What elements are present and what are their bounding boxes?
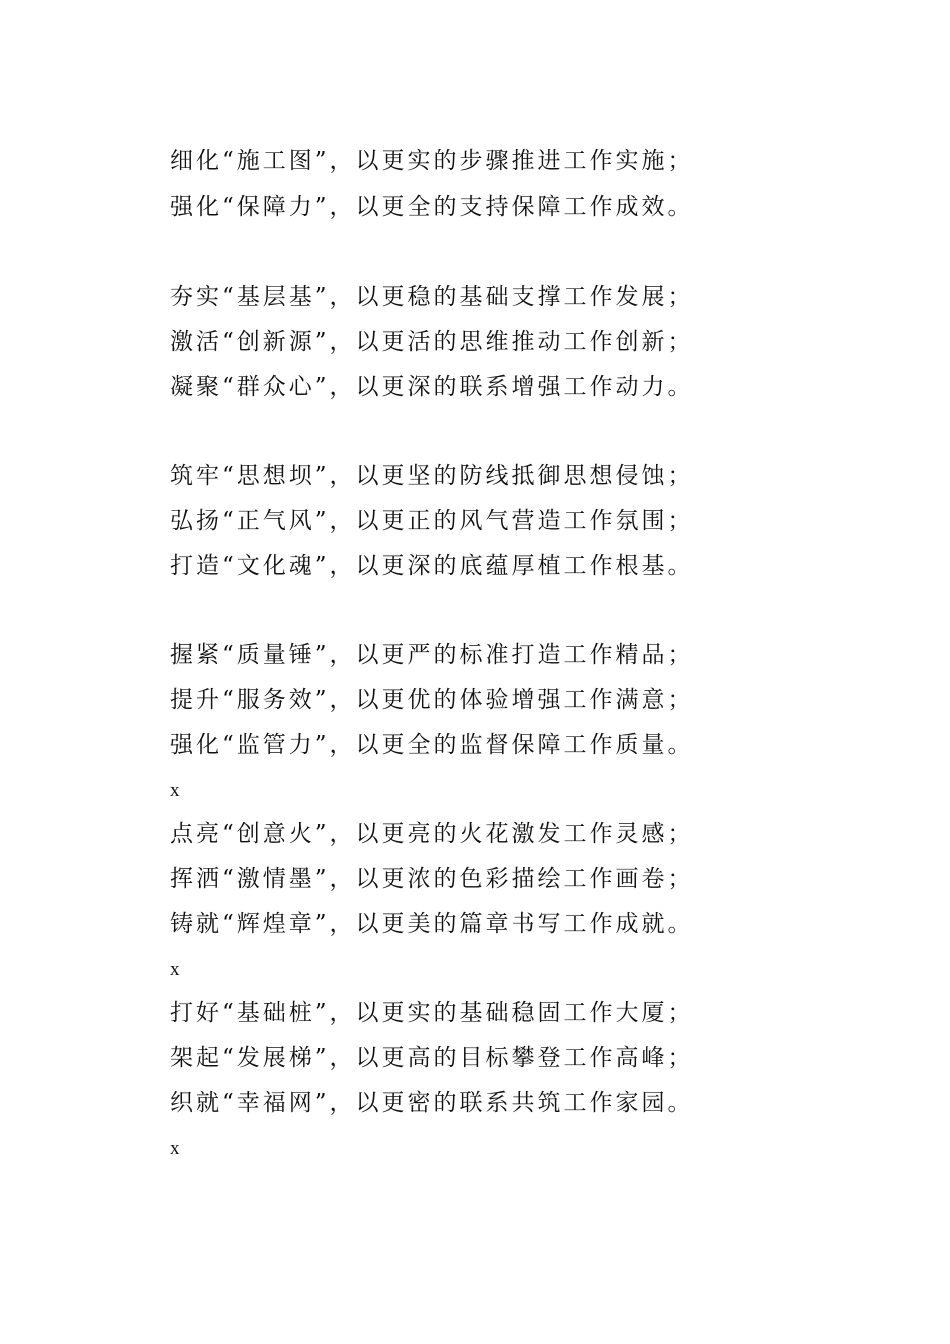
text-line: 织就“幸福网”，以更密的联系共筑工作家园。 — [170, 1090, 694, 1116]
text-line: 打造“文化魂”，以更深的底蕴厚植工作根基。 — [170, 553, 694, 579]
section-marker: x — [170, 780, 180, 801]
text-line: 提升“服务效”，以更优的体验增强工作满意； — [170, 687, 694, 713]
text-line: 细化“施工图”，以更实的步骤推进工作实施； — [170, 148, 694, 174]
text-line: 架起“发展梯”，以更高的目标攀登工作高峰； — [170, 1045, 694, 1071]
text-line: 铸就“辉煌章”，以更美的篇章书写工作成就。 — [170, 911, 694, 937]
text-line: 挥洒“激情墨”，以更浓的色彩描绘工作画卷； — [170, 866, 694, 892]
text-line: 凝聚“群众心”，以更深的联系增强工作动力。 — [170, 374, 694, 400]
text-line: 点亮“创意火”，以更亮的火花激发工作灵感； — [170, 821, 694, 847]
text-line: 夯实“基层基”，以更稳的基础支撑工作发展； — [170, 284, 694, 310]
text-line: 握紧“质量锤”，以更严的标准打造工作精品； — [170, 642, 694, 668]
text-line: 打好“基础桩”，以更实的基础稳固工作大厦； — [170, 1000, 694, 1026]
text-line: 弘扬“正气风”，以更正的风气营造工作氛围； — [170, 508, 694, 534]
text-line: 激活“创新源”，以更活的思维推动工作创新； — [170, 329, 694, 355]
text-line: 筑牢“思想坝”，以更坚的防线抵御思想侵蚀； — [170, 463, 694, 489]
text-line: 强化“保障力”，以更全的支持保障工作成效。 — [170, 194, 694, 220]
section-marker: x — [170, 959, 180, 980]
section-marker: x — [170, 1138, 180, 1159]
text-line: 强化“监管力”，以更全的监督保障工作质量。 — [170, 732, 694, 758]
